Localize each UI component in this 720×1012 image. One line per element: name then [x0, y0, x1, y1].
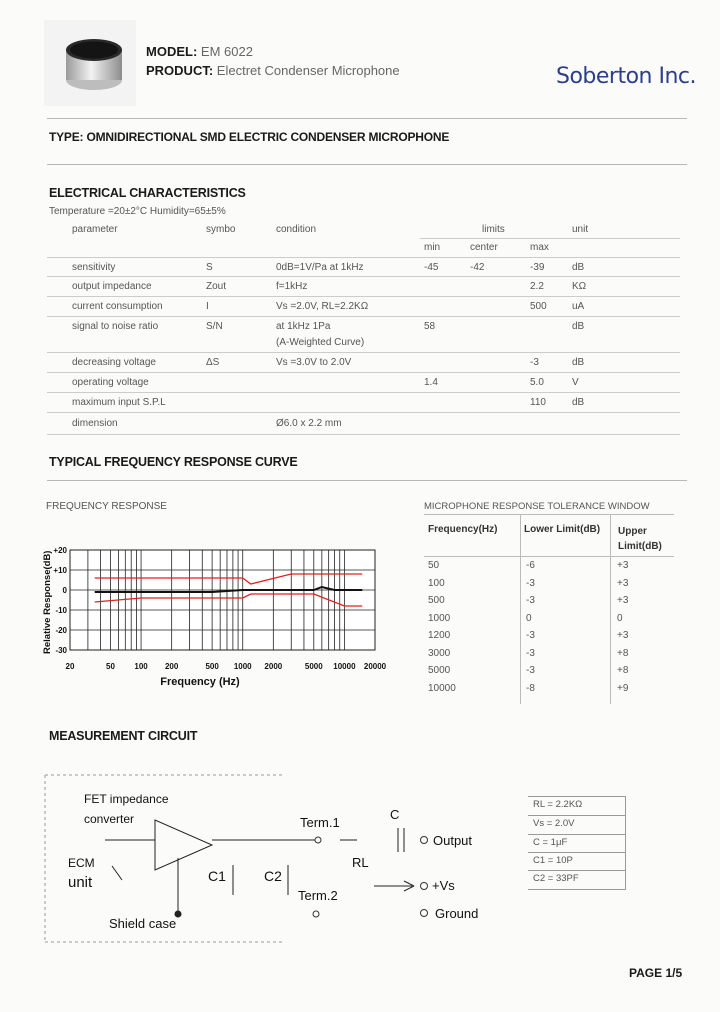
value-c1: C1 = 10P	[533, 855, 573, 866]
limits-rule	[420, 238, 680, 239]
table-cell: Zout	[206, 281, 227, 292]
row-rule	[528, 815, 626, 816]
converter-label: converter	[84, 812, 135, 826]
tolerance-cell: 0	[617, 612, 623, 624]
arrow	[404, 881, 414, 886]
table-cell: dB	[572, 262, 585, 273]
tolerance-cell: 5000	[428, 665, 451, 676]
y-tick-label: -20	[55, 626, 67, 635]
row-rule	[47, 372, 680, 373]
term2-node	[313, 911, 319, 917]
model-value: EM 6022	[200, 44, 253, 59]
tolerance-cell: +9	[617, 682, 629, 694]
table-cell: V	[572, 377, 579, 388]
x-tick-label: 500	[205, 662, 219, 671]
tolerance-cell: -3	[526, 647, 535, 659]
x-tick-label: 200	[164, 662, 179, 671]
table-cell: -45	[424, 262, 439, 273]
table-cell: -3	[530, 357, 539, 368]
tol-head-freq: Frequency(Hz)	[428, 524, 498, 535]
page-number: PAGE 1/5	[629, 966, 683, 980]
tolerance-cell: -8	[526, 682, 535, 694]
shield-label: Shield case	[109, 916, 177, 931]
term1-label: Term.1	[300, 815, 340, 830]
electrical-heading: ELECTRICAL CHARACTERISTICS	[49, 186, 246, 200]
value-vs: Vs = 2.0V	[533, 818, 575, 829]
test-conditions: Temperature =20±2°C Humidity=65±5%	[49, 206, 226, 217]
row-rule	[47, 316, 680, 317]
amplifier-symbol	[155, 820, 212, 870]
term2-label: Term.2	[298, 888, 338, 903]
vs-label: +Vs	[432, 878, 455, 893]
tolerance-cell: +3	[617, 560, 629, 571]
y-tick-label: 0	[62, 586, 67, 595]
fet-label: FET impedance	[84, 792, 169, 806]
table-cell: I	[206, 301, 209, 312]
table-cell: Vs =3.0V to 2.0V	[276, 357, 352, 368]
row-rule	[47, 257, 680, 258]
table-cell: 58	[424, 321, 436, 332]
divider	[47, 118, 687, 119]
table-cell: Vs =2.0V, RL=2.2KΩ	[276, 301, 369, 312]
col-rule	[610, 514, 611, 704]
output-label: Output	[433, 833, 473, 848]
table-cell: decreasing voltage	[72, 357, 156, 368]
table-cell: dB	[572, 357, 585, 368]
y-tick-label: -10	[55, 606, 67, 615]
col-unit: unit	[572, 224, 589, 235]
tolerance-cell: 50	[428, 560, 440, 571]
table-cell: 2.2	[530, 281, 544, 292]
table-cell: 5.0	[530, 377, 544, 388]
tolerance-cell: +3	[617, 577, 629, 589]
value-c2: C2 = 33PF	[533, 873, 579, 884]
table-cell: output impedance	[72, 281, 152, 292]
row-rule	[528, 852, 626, 853]
ecm-label: ECM	[68, 856, 95, 870]
tolerance-cell: -3	[526, 665, 535, 676]
table-cell: -39	[530, 262, 545, 273]
product-photo	[44, 20, 136, 106]
tolerance-cell: 500	[428, 595, 445, 606]
row-rule	[424, 556, 674, 557]
y-tick-label: +20	[53, 546, 67, 555]
row-rule	[528, 889, 626, 890]
x-tick-label: 5000	[304, 662, 323, 671]
row-rule	[47, 296, 680, 297]
col-min: min	[424, 242, 441, 253]
tolerance-cell: 100	[428, 577, 445, 589]
table-cell: S/N	[206, 321, 223, 332]
ground-label: Ground	[435, 906, 479, 921]
x-tick-label: 50	[106, 662, 115, 671]
col-max: max	[530, 242, 549, 253]
table-cell: -42	[470, 262, 485, 273]
row-rule	[528, 870, 626, 871]
table-cell: dB	[572, 397, 585, 408]
table-cell: 500	[530, 301, 547, 312]
row-rule	[47, 434, 680, 435]
c2-label: C2	[264, 868, 282, 884]
row-rule	[47, 352, 680, 353]
vs-node	[421, 883, 428, 890]
col-center: center	[470, 242, 498, 253]
product-line	[146, 63, 400, 78]
type-heading: TYPE: OMNIDIRECTIONAL SMD ELECTRIC CONDENSER MICROPHONE	[49, 130, 450, 144]
table-cell: current consumption	[72, 301, 163, 312]
table-cell: dB	[572, 321, 585, 332]
tolerance-cell: +8	[617, 647, 629, 659]
chart-xlabel: Frequency (Hz)	[160, 676, 240, 688]
c-label: C	[390, 807, 400, 822]
x-tick-label: 1000	[233, 662, 252, 671]
table-cell: KΩ	[572, 281, 587, 292]
table-cell: ΔS	[206, 357, 220, 368]
arrow	[404, 886, 414, 891]
row-rule	[528, 796, 626, 797]
company-logo: Soberton Inc.	[556, 64, 697, 89]
x-tick-label: 100	[134, 662, 148, 671]
tol-head-lower: Lower Limit(dB)	[524, 524, 601, 535]
tolerance-cell: 1200	[428, 630, 451, 641]
tol-head-upper: Upper Limit(dB)	[618, 526, 662, 552]
x-tick-label: 10000	[333, 662, 356, 671]
frequency-heading: TYPICAL FREQUENCY RESPONSE CURVE	[49, 455, 298, 469]
row-rule	[47, 392, 680, 393]
model-label: MODEL:	[146, 44, 198, 59]
table-cell: dimension	[72, 418, 118, 429]
chart-title: FREQUENCY RESPONSE	[46, 501, 167, 512]
tolerance-cell: -3	[526, 595, 535, 606]
table-cell: (A-Weighted Curve)	[276, 337, 365, 348]
table-cell: at 1kHz 1Pa	[276, 321, 331, 332]
tolerance-cell: -6	[526, 560, 535, 571]
y-tick-label: +10	[53, 566, 67, 575]
y-tick-label: -30	[55, 646, 67, 655]
unit-label: unit	[68, 874, 93, 891]
col-symbol: symbo	[206, 224, 236, 235]
value-rl: RL = 2.2KΩ	[533, 799, 583, 810]
tolerance-cell: 3000	[428, 647, 451, 659]
table-cell: Ø6.0 x 2.2 mm	[276, 418, 342, 429]
ground-node	[421, 910, 428, 917]
table-cell: S	[206, 262, 213, 273]
table-cell: 0dB=1V/Pa at 1kHz	[276, 262, 364, 273]
col-rule	[520, 514, 521, 704]
frequency-response-chart	[30, 535, 400, 695]
chart-ylabel: Relative Response(dB)	[42, 550, 53, 654]
product-value: Electret Condenser Microphone	[216, 63, 400, 78]
tolerance-cell: -3	[526, 630, 535, 641]
table-cell: signal to noise ratio	[72, 321, 159, 332]
product-label: PRODUCT:	[146, 63, 214, 78]
tolerance-cell: 0	[526, 612, 532, 624]
c1-label: C1	[208, 868, 226, 884]
wire	[112, 866, 122, 880]
col-limits: limits	[482, 224, 505, 235]
output-node	[421, 837, 428, 844]
term1-node	[315, 837, 321, 843]
divider	[47, 480, 687, 481]
tolerance-cell: 1000	[428, 612, 451, 624]
circuit-heading: MEASUREMENT CIRCUIT	[49, 729, 198, 743]
tolerance-cell: 10000	[428, 682, 456, 694]
row-rule	[528, 834, 626, 835]
tolerance-cell: +3	[617, 630, 629, 641]
tolerance-cell: -3	[526, 577, 535, 589]
table-cell: 1.4	[424, 377, 438, 388]
table-cell: f=1kHz	[276, 281, 308, 292]
row-rule	[47, 412, 680, 413]
x-tick-label: 20	[65, 662, 75, 671]
table-cell: uA	[572, 301, 585, 312]
row-rule	[47, 276, 680, 277]
x-tick-label: 2000	[264, 662, 283, 671]
col-condition: condition	[276, 224, 317, 235]
row-rule	[424, 514, 674, 515]
divider	[47, 164, 687, 165]
x-tick-label: 20000	[363, 662, 387, 671]
rl-label: RL	[352, 855, 369, 870]
table-cell: sensitivity	[72, 262, 116, 273]
value-c: C = 1μF	[533, 837, 568, 848]
table-cell: maximum input S.P.L	[72, 397, 166, 408]
model-line	[146, 44, 253, 59]
table-cell: operating voltage	[72, 377, 149, 388]
tolerance-title: MICROPHONE RESPONSE TOLERANCE WINDOW	[424, 501, 650, 512]
table-cell: 110	[530, 397, 546, 408]
col-parameter: parameter	[72, 224, 118, 235]
tolerance-cell: +8	[617, 665, 629, 676]
tolerance-cell: +3	[617, 595, 629, 606]
